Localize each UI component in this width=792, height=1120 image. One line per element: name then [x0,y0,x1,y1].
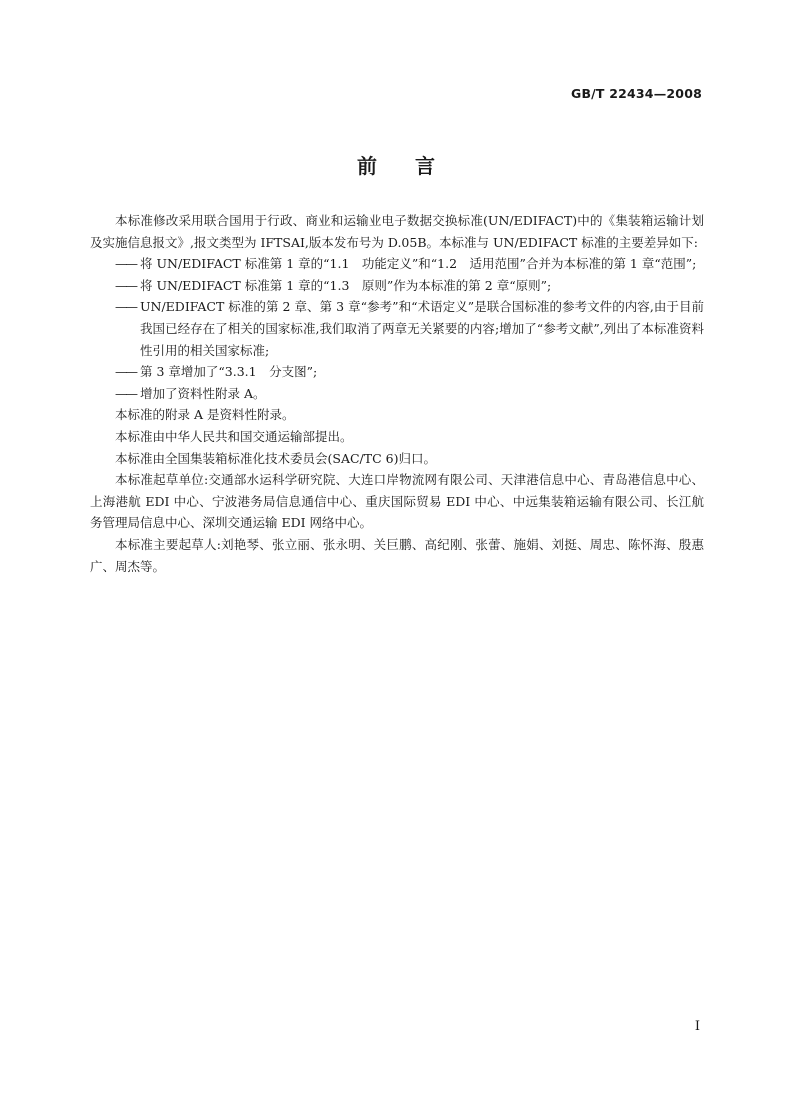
dash-mark: —— [115,256,136,272]
dash-mark: —— [115,364,136,380]
paragraph-appendix: 本标准的附录 A 是资料性附录。 [115,407,295,423]
list-item [90,361,704,383]
list-item [90,275,704,297]
standard-code: GB/T 22434—2008 [570,86,702,101]
list-item-text: 第 3 章增加了“3.3.1 分支图”; [140,364,318,380]
paragraph-drafting-units: 本标准起草单位:交通部水运科学研究院、大连口岸物流网有限公司、天津港信息中心、青岛港信息中心、上海港航 EDI 中心、宁波港务局信息通信中心、重庆国际贸易 EDI 中心、中远集装箱运输有限公司、长江航务管理局信息中心、深圳交通运输 EDI 网络中心。 [90,472,704,531]
dash-mark: —— [115,299,136,315]
paragraph-drafters: 本标准主要起草人:刘艳琴、张立丽、张永明、关巨鹏、高纪刚、张蕾、施娟、刘挺、周忠、陈怀海、殷惠广、周杰等。 [90,536,704,574]
list-item-text: 将 UN/EDIFACT 标准第 1 章的“1.1 功能定义”和“1.2 适用范围”合并为本标准的第 1 章“范围”; [140,256,697,272]
list-item-text: 将 UN/EDIFACT 标准第 1 章的“1.3 原则”作为本标准的第 2 章“原则”; [140,277,552,293]
foreword-body [90,210,704,577]
dash-mark: —— [115,277,136,293]
list-item [90,296,704,361]
paragraph-scope: 本标准修改采用联合国用于行政、商业和运输业电子数据交换标准(UN/EDIFACT)中的《集装箱运输计划及实施信息报文》,报文类型为 IFTSAI,版本发布号为 D.05B。本标准与 UN/EDIFACT 标准的主要差异如下: [90,213,704,250]
list-item [90,383,704,405]
page-title: 前言 [357,154,473,178]
page-number: I [694,1019,700,1034]
list-item-text: 增加了资料性附录 A。 [140,385,266,401]
list-item [90,253,704,275]
paragraph-committee: 本标准由全国集装箱标准化技术委员会(SAC/TC 6)归口。 [115,450,436,466]
dash-mark: —— [115,385,136,401]
paragraph-proposer: 本标准由中华人民共和国交通运输部提出。 [115,428,353,444]
list-item-text: UN/EDIFACT 标准的第 2 章、第 3 章“参考”和“术语定义”是联合国标准的参考文件的内容,由于目前我国已经存在了相关的国家标准,我们取消了两章无关紧要的内容;增加了“参考文献”,列出了本标准资料性引用的相关国家标准; [140,299,704,358]
